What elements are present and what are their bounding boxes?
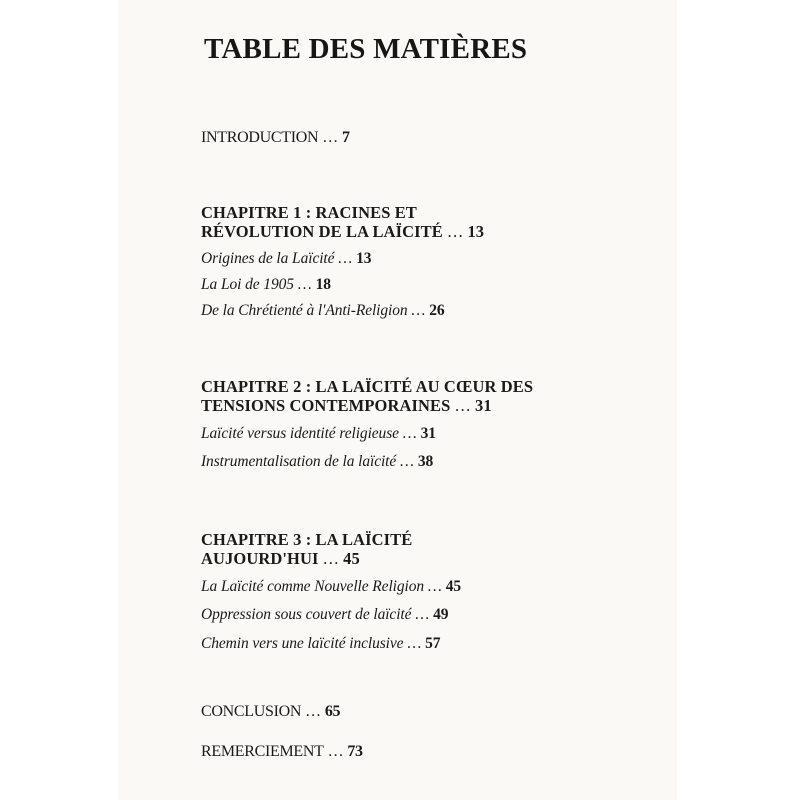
toc-entry-conclusion [201, 703, 340, 721]
chapter-heading-text: TENSIONS CONTEMPORAINES [201, 396, 451, 415]
leader-dots: … [322, 549, 340, 568]
page-number: 45 [343, 549, 360, 568]
chapter-heading-line-1: CHAPITRE 3 : LA LAÏCITÉ [201, 530, 413, 549]
leader-dots: … [297, 276, 312, 293]
section-label: Laïcité versus identité religieuse [201, 425, 399, 442]
page-number: 7 [341, 129, 350, 146]
chapter-heading-text: RÉVOLUTION DE LA LAÏCITÉ [201, 222, 443, 241]
chapter-heading-line-1: CHAPITRE 1 : RACINES ET [201, 203, 417, 222]
page-number: 26 [429, 302, 445, 319]
section-label: La Loi de 1905 [201, 276, 294, 293]
toc-chapter-3-heading [201, 530, 412, 568]
page-number: 31 [475, 396, 492, 415]
toc-section [201, 302, 445, 320]
toc-entry-acknowledgements [201, 743, 363, 761]
page-number: 73 [347, 743, 363, 760]
section-label: De la Chrétienté à l'Anti-Religion [201, 302, 408, 319]
page-number: 65 [324, 703, 341, 720]
entry-label: REMERCIEMENT [201, 743, 324, 760]
leader-dots: … [322, 129, 338, 146]
toc-section [201, 606, 448, 624]
page-number: 13 [467, 222, 485, 241]
leader-dots: … [454, 396, 471, 415]
chapter-heading-text: AUJOURD'HUI [201, 549, 319, 568]
toc-section [201, 578, 461, 596]
section-label: Chemin vers une laïcité inclusive [201, 635, 404, 652]
toc-chapter-2-heading [201, 377, 533, 415]
entry-label: INTRODUCTION [201, 129, 319, 146]
leader-dots: … [338, 250, 353, 267]
page-number: 38 [417, 453, 434, 470]
page-number: 13 [356, 250, 372, 267]
chapter-heading-line-1: CHAPITRE 2 : LA LAÏCITÉ AU CŒUR DES [201, 377, 534, 396]
leader-dots: … [327, 743, 344, 760]
section-label: Oppression sous couvert de laïcité [201, 606, 412, 623]
page-number: 49 [433, 606, 449, 623]
toc-entry-introduction [201, 129, 350, 147]
page-number: 31 [420, 425, 436, 442]
toc-section [201, 425, 436, 443]
section-label: Origines de la Laïcité [201, 250, 335, 267]
leader-dots: … [305, 703, 321, 720]
toc-chapter-1-heading [201, 203, 484, 241]
page-number: 18 [315, 276, 331, 293]
chapter-heading-line-2 [201, 396, 533, 415]
leader-dots: … [400, 453, 414, 470]
section-label: Instrumentalisation de la laïcité [201, 453, 397, 470]
leader-dots: … [415, 606, 430, 623]
toc-section [201, 250, 371, 268]
leader-dots: … [402, 425, 417, 442]
page-title: TABLE DES MATIÈRES [204, 33, 528, 65]
page-number: 45 [445, 578, 462, 595]
leader-dots: … [428, 578, 442, 595]
page-number: 57 [425, 635, 441, 652]
entry-label: CONCLUSION [201, 703, 302, 720]
toc-section [201, 276, 331, 294]
chapter-heading-line-2 [201, 549, 412, 568]
leader-dots: … [407, 635, 422, 652]
toc-section [201, 453, 433, 471]
leader-dots: … [411, 302, 426, 319]
chapter-heading-line-2 [201, 222, 484, 241]
section-label: La Laïcité comme Nouvelle Religion [201, 578, 425, 595]
leader-dots: … [446, 222, 464, 241]
toc-section [201, 635, 440, 653]
